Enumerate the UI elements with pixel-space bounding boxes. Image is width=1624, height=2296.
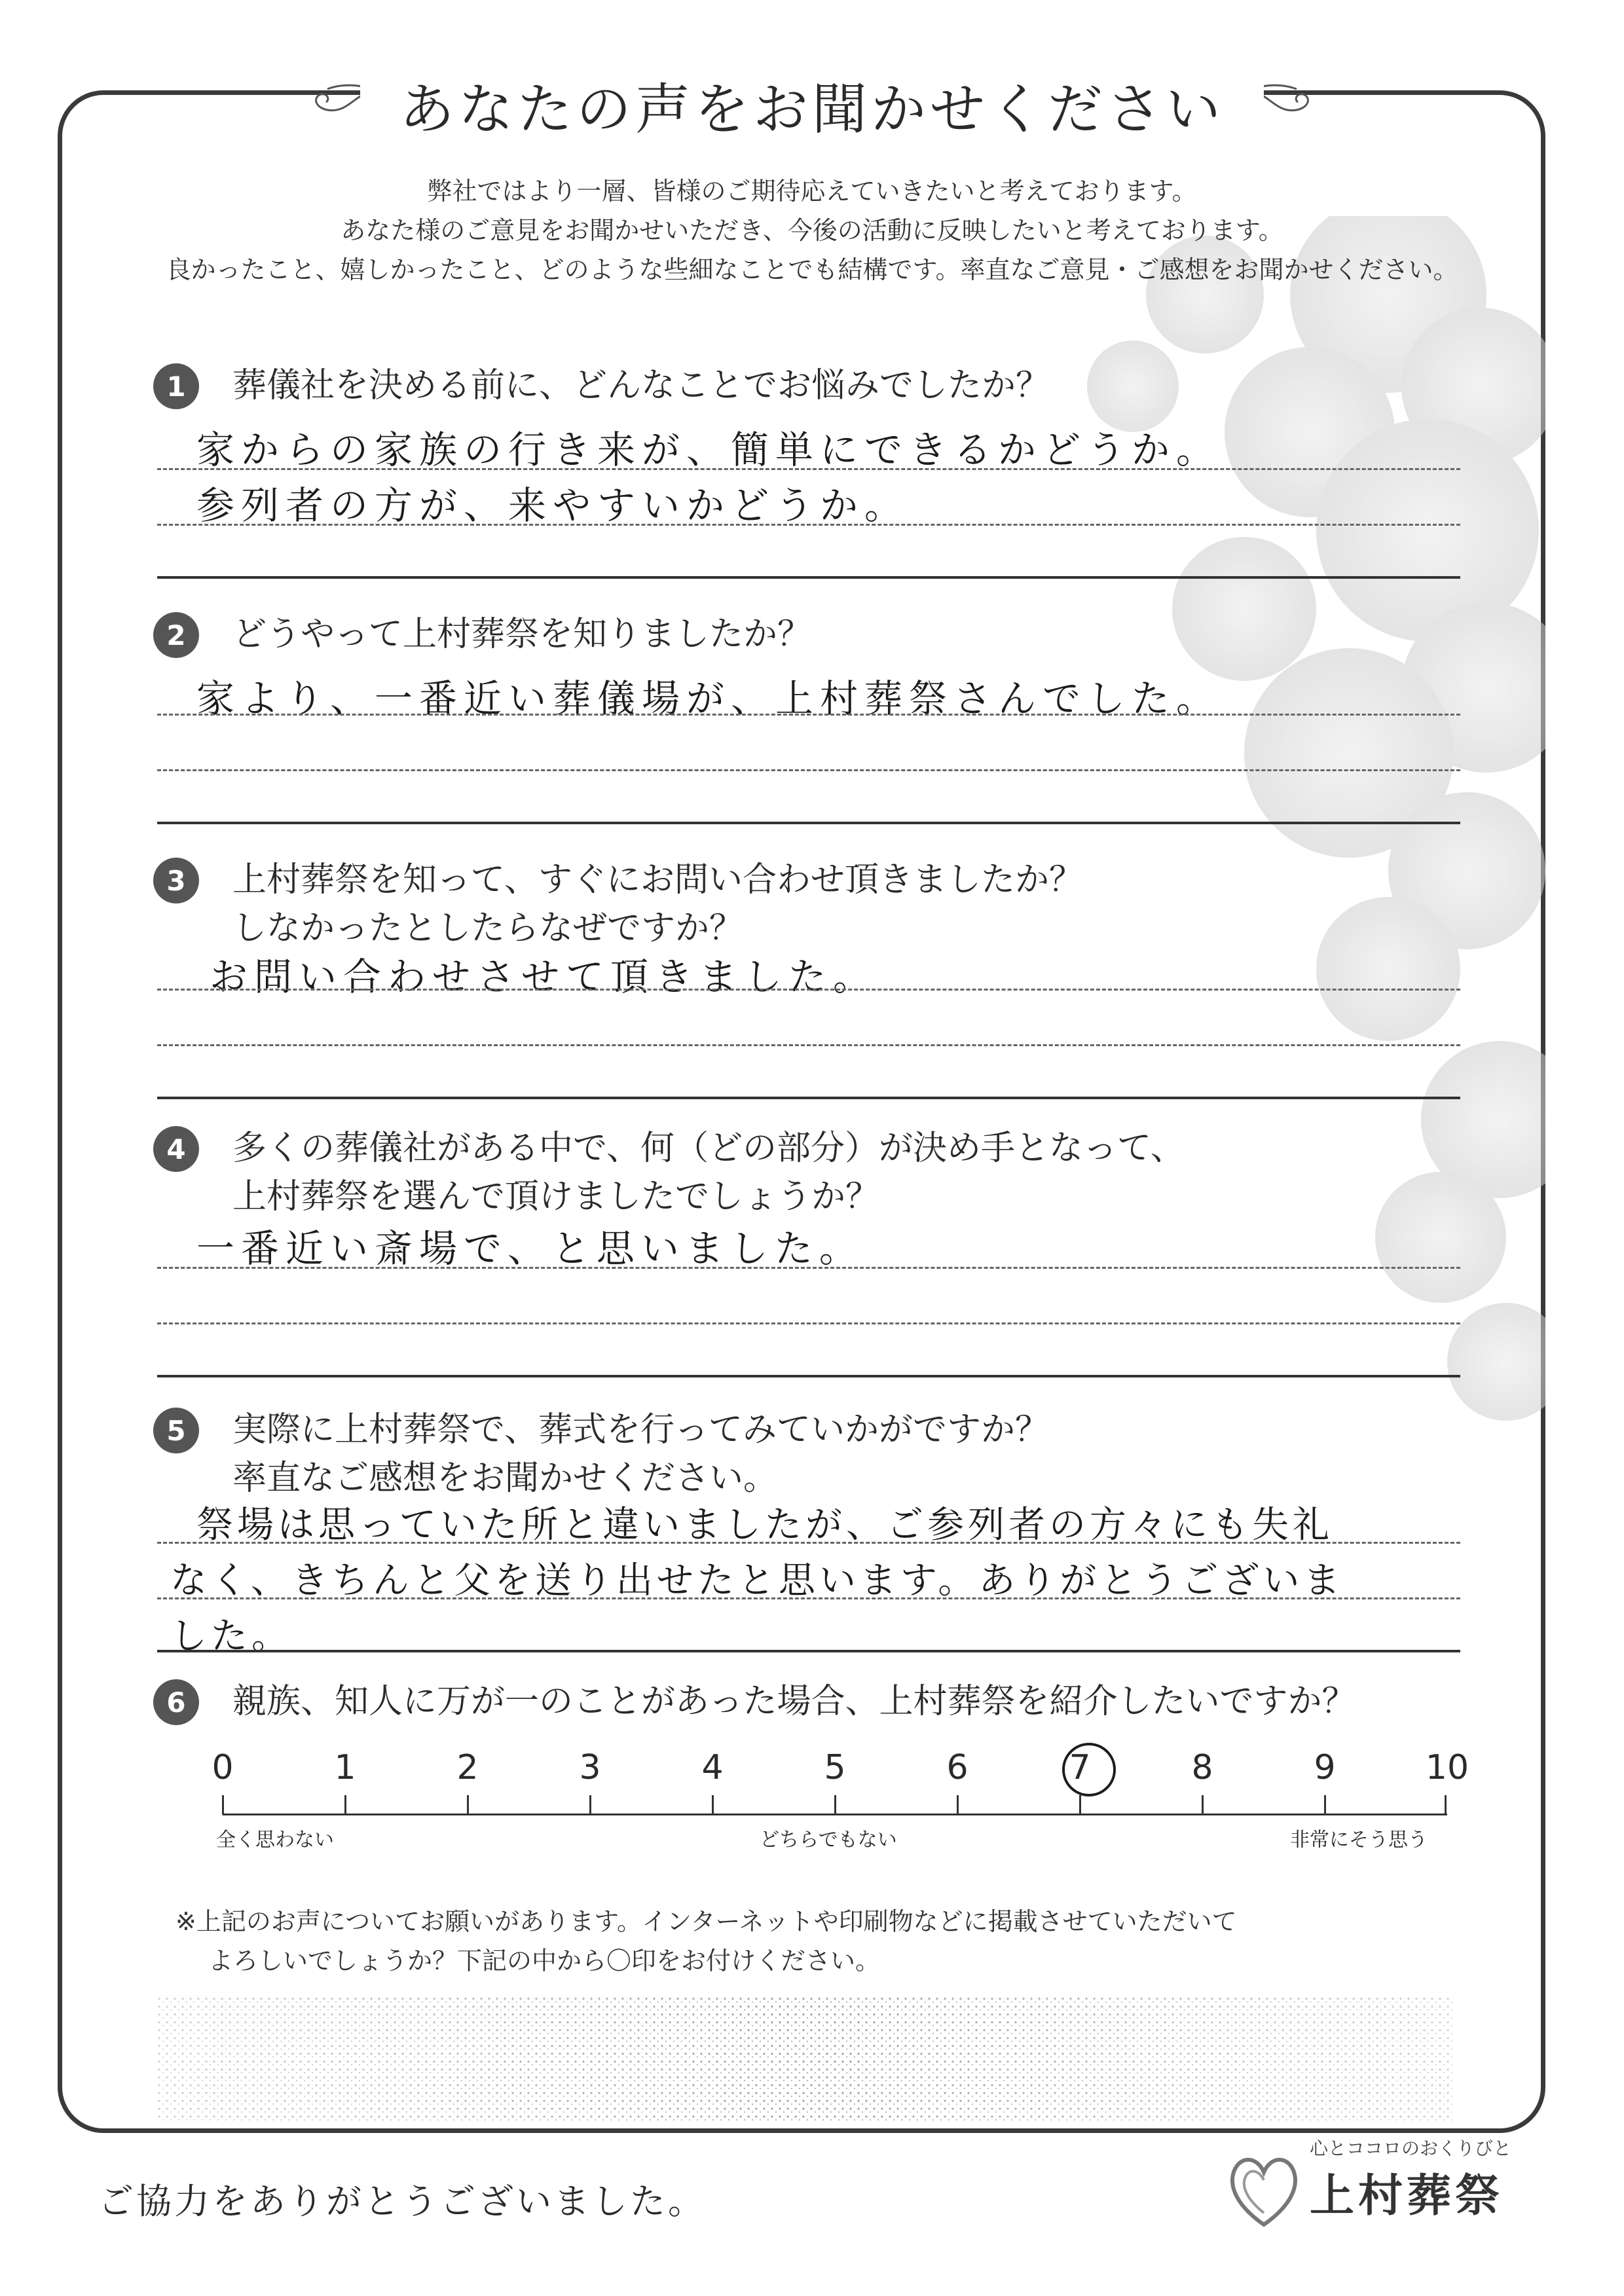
section-divider [157, 822, 1460, 824]
scale-label-left: 全く思わない [216, 1829, 334, 1851]
scale-tick [1079, 1795, 1081, 1815]
handwritten-answer: お問い合わせさせて頂きました。 [210, 955, 878, 999]
footer-thanks: ご協力をありがとうございました。 [98, 2181, 706, 2222]
question-number-badge: 2 [153, 612, 199, 658]
answer-line [157, 468, 1460, 470]
company-logo [1218, 2134, 1559, 2239]
scale-number: 5 [824, 1748, 846, 1787]
answer-line [157, 524, 1460, 526]
scale-tick [589, 1795, 591, 1815]
heart-icon [1225, 2147, 1303, 2232]
scale-number: 4 [701, 1748, 724, 1787]
question-text: しなかったとしたらなぜですか？ [232, 909, 744, 948]
question-number-badge: 6 [153, 1679, 199, 1725]
note-line: よろしいでしょうか？下記の中から〇印をお付けください。 [208, 1946, 881, 1975]
handwritten-answer: 参列者の方が、来やすいかどうか。 [196, 483, 910, 528]
question-text: 率直なご感想をお聞かせください。 [232, 1459, 778, 1498]
scale-tick [1445, 1795, 1447, 1815]
question-number-badge: 4 [153, 1126, 199, 1172]
intro-text [65, 172, 1559, 289]
question-text: 上村葬祭を知って、すぐにお問い合わせ頂きましたか？ [232, 860, 1083, 900]
handwritten-answer: 家からの家族の行き来が、簡単にできるかどうか。 [196, 428, 1221, 472]
answer-line [157, 1542, 1460, 1544]
question-text: 多くの葬儀社がある中で、何（どの部分）が決め手となって、 [232, 1129, 1185, 1168]
page-title: あなたの声をお聞かせください [360, 65, 1264, 145]
consent-note [175, 1902, 1237, 1980]
logo-name: 上村葬祭 [1310, 2170, 1504, 2222]
selected-rating-circle [1062, 1743, 1116, 1796]
scale-tick [957, 1795, 959, 1815]
intro-line: 弊社ではより一層、皆様のご期待応えていきたいと考えております。 [427, 177, 1197, 206]
scale-number: 3 [579, 1748, 601, 1787]
redacted-stipple-area [157, 1997, 1454, 2121]
section-divider [157, 1375, 1460, 1377]
scale-tick [1202, 1795, 1204, 1815]
scale-label-middle: どちらでもない [760, 1829, 897, 1851]
answer-line [157, 769, 1460, 771]
question-text: 親族、知人に万が一のことがあった場合、上村葬祭を紹介したいですか？ [232, 1682, 1356, 1721]
question-text: 上村葬祭を選んで頂けましたでしょうか？ [232, 1177, 880, 1216]
question-number-badge: 3 [153, 858, 199, 903]
intro-line: あなた様のご意見をお聞かせいただき、今後の活動に反映したいと考えております。 [341, 216, 1283, 245]
scale-number: 7 [1069, 1748, 1091, 1787]
rating-scale [212, 1748, 1469, 1851]
scale-tick [222, 1795, 224, 1815]
scale-number: 0 [212, 1748, 234, 1787]
question-text: 実際に上村葬祭で、葬式を行ってみていかがですか？ [232, 1410, 1049, 1449]
scale-number: 9 [1314, 1748, 1336, 1787]
note-line: ※上記のお声についてお願いがあります。インターネットや印刷物などに掲載させていただいて [175, 1907, 1237, 1936]
section-divider [157, 1650, 1460, 1652]
answer-line [157, 989, 1460, 991]
answer-line [157, 1597, 1460, 1599]
question-number-badge: 1 [153, 363, 199, 409]
section-divider [157, 1097, 1460, 1099]
answer-line [157, 1322, 1460, 1324]
answer-line [157, 1267, 1460, 1269]
section-divider [157, 576, 1460, 579]
scale-number: 6 [946, 1748, 969, 1787]
scale-label-right: 非常にそう思う [1290, 1829, 1428, 1851]
answer-line [157, 1044, 1460, 1046]
handwritten-answer: した。 [170, 1615, 292, 1658]
logo-tagline: 心とココロのおくりびと [1310, 2138, 1512, 2159]
handwritten-answer: 一番近い斎場で、と思いました。 [196, 1226, 864, 1271]
scale-number: 10 [1425, 1748, 1469, 1787]
intro-line: 良かったこと、嬉しかったこと、どのような些細なことでも結構です。率直なご意見・ご感想をお聞かせください。 [166, 255, 1458, 284]
scale-tick [467, 1795, 469, 1815]
scale-number: 1 [334, 1748, 356, 1787]
handwritten-answer: なく、きちんと父を送り出せたと思います。ありがとうございま [170, 1559, 1344, 1602]
scale-number: 8 [1191, 1748, 1213, 1787]
question-text: 葬儀社を決める前に、どんなことでお悩みでしたか？ [232, 366, 1050, 405]
handwritten-answer: 祭場は思っていた所と違いましたが、ご参列者の方々にも失礼 [196, 1504, 1333, 1546]
scale-tick [1324, 1795, 1326, 1815]
scale-tick [344, 1795, 346, 1815]
scale-number: 2 [456, 1748, 479, 1787]
answer-line [157, 714, 1460, 716]
handwritten-answer: 家より、一番近い葬儀場が、上村葬祭さんでした。 [196, 676, 1221, 721]
scale-tick [712, 1795, 714, 1815]
scale-tick [834, 1795, 836, 1815]
question-text: どうやって上村葬祭を知りましたか？ [232, 615, 812, 654]
question-number-badge: 5 [153, 1408, 199, 1453]
